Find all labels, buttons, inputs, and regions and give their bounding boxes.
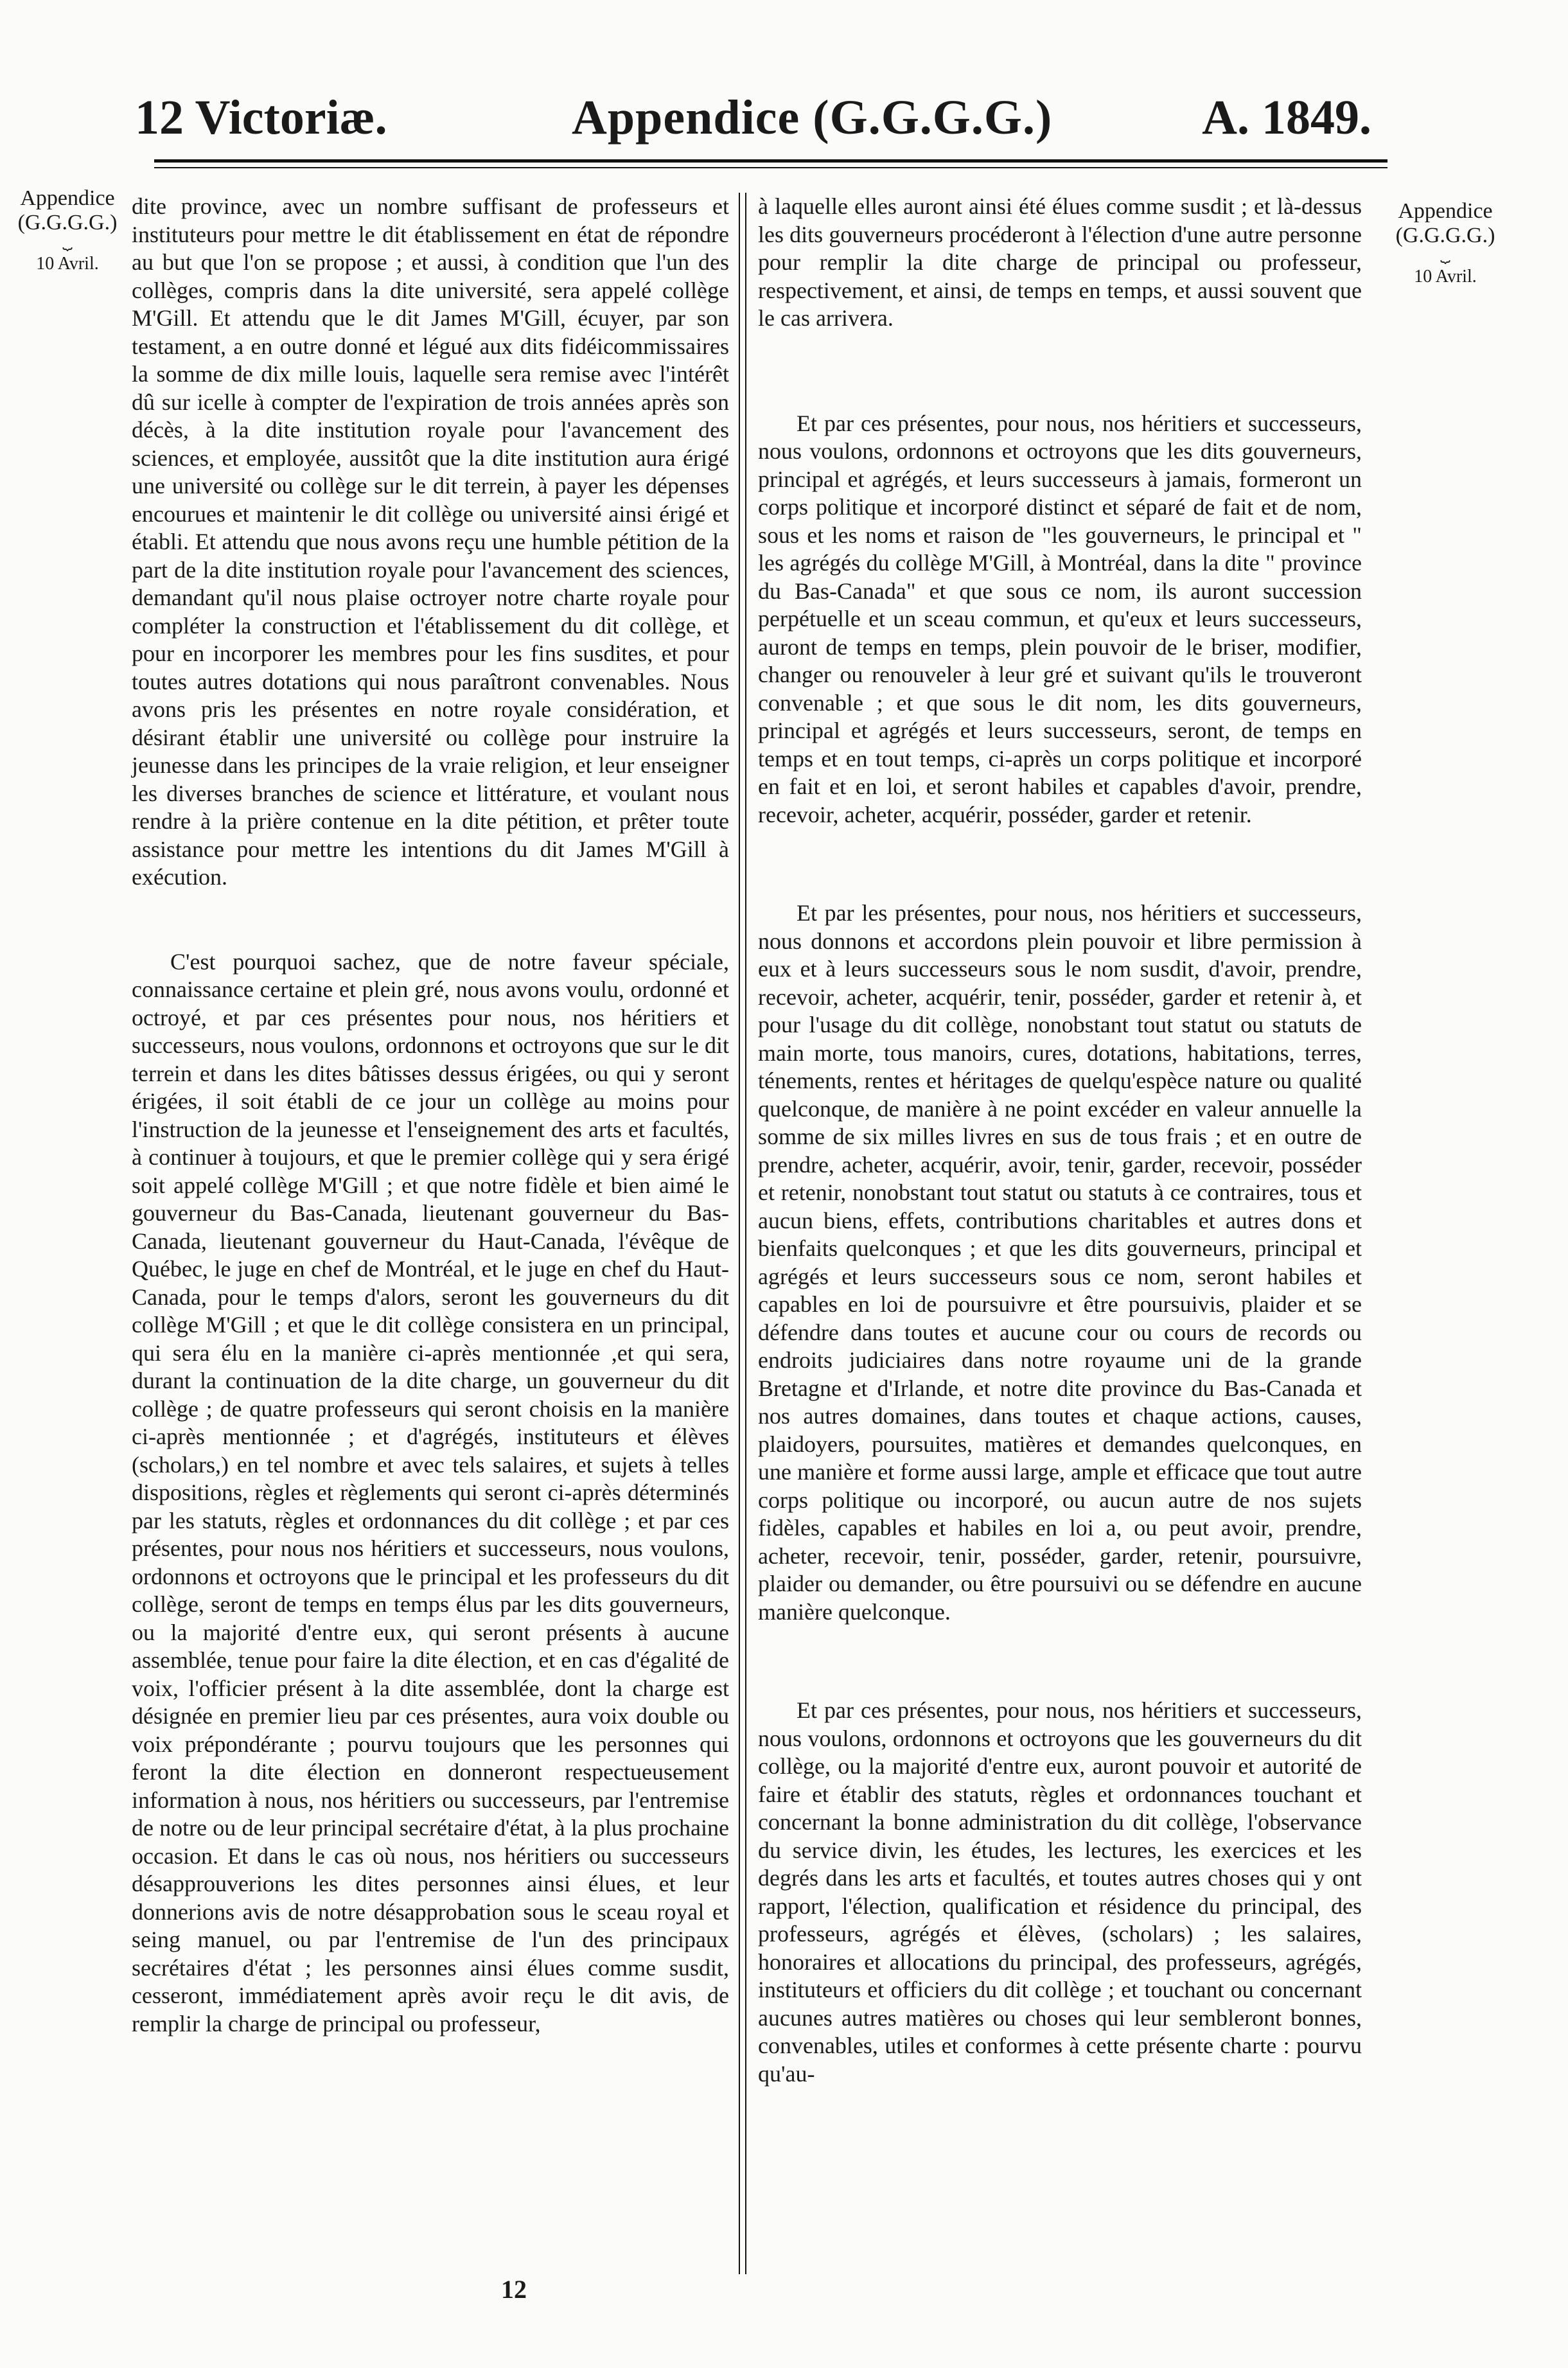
page-number: 12	[501, 2275, 527, 2304]
page-header	[128, 84, 1387, 154]
header-year: A. 1849.	[1202, 91, 1371, 145]
right-text-column	[758, 193, 1362, 2088]
header-appendix-title: Appendice (G.G.G.G.)	[572, 91, 1053, 145]
left-margin-title: Appendice (G.G.G.G.)	[17, 186, 118, 234]
right-paragraph-3: Et par les présentes, pour nous, nos héritiers et successeurs, nous donnons et accordons plein pouvoir et libre permission à eux et à leurs successeurs sous le nom susdit, d'avoir, prendre, recevoir, acheter, acquérir, tenir, posséder, garder et retenir à, et pour l'usage du dit collège, nonobstant tout statut ou statuts de main morte, tous manoirs, cures, dotations, habitations, terres, ténements, rentes et héritages de quelqu'espèce nature ou qualité quelconque, de manière à ne point excéder en valeur annuelle la somme de six milles livres en sus de tous frais ; et en outre de prendre, acheter, acquérir, avoir, tenir, garder, recevoir, posséder et retenir, nonobstant tout statut ou statuts à ce contraires, tous et aucun biens, effets, contributions charitables et autres dons et bienfaits quelconques ; et que les dits gouverneurs, principal et agrégés et leurs successeurs sous ce nom, seront habiles et capables en loi de poursuivre et être poursuivis, plaider et se défendre dans toutes et aucune cour ou cours de records ou endroits judiciaires dans notre royaume uni de la grande Bretagne et d'Irlande, et notre dite province du Bas-Canada et nos autres domaines, dans toutes et chaque actions, causes, plaidoyers, poursuites, matières et demandes quelconques, en une manière et forme aussi large, ample et efficace que tout autre corps politique ou incorporé, ou aucun autre de nos sujets fidèles, capables et habiles en loi a, ou peut avoir, prendre, acheter, recevoir, tenir, posséder, garder, retenir, poursuivre, plaider ou demander, ou être poursuivi ou se défendre en aucune manière quelconque.	[758, 900, 1362, 1625]
right-margin-title: Appendice (G.G.G.G.)	[1395, 199, 1495, 247]
column-divider	[739, 193, 740, 2274]
column-divider	[745, 193, 746, 2274]
right-paragraph-4: Et par ces présentes, pour nous, nos héritiers et successeurs, nous voulons, ordonnons et octroyons que les gouverneurs du dit collège, ou la majorité d'entre eux, auront pouvoir et autorité de faire et établir des statuts, règles et ordonnances touchant et concernant la bonne administration du dit collège, l'observance du service divin, les études, les lectures, les exercices et les degrés dans les arts et facultés, et toutes autres choses qui y ont rapport, l'élection, qualification et résidence du principal, des professeurs, agrégés et élèves, (scholars) ; les salaires, honoraires et allocations du principal, des professeurs, agrégés, instituteurs et officiers du dit collège ; et touchant ou concernant aucunes autres matières ou choses qui leur sembleront bonnes, convenables, utiles et conformes à cette présente charte : pourvu qu'au-	[758, 1697, 1362, 2087]
brace-icon: ⏟	[62, 231, 73, 250]
right-margin-date: 10 Avril.	[1414, 267, 1477, 287]
left-paragraph-1: dite province, avec un nombre suffisant de professeurs et instituteurs pour mettre le dit établissement en état de répondre au but que l'on se propose ; et aussi, à condition que l'un des collèges, compris dans la dite université, sera appelé collège M'Gill. Et attendu que le dit James M'Gill, écuyer, par son testament, a en outre donné et légué aux dits fidéicommissaires la somme de dix mille louis, laquelle sera remise avec l'intérêt dû sur icelle à compter de l'expiration de trois années après son décès, à la dite institution royale pour l'avancement des sciences, et employée, aussitôt que la dite institution aura érigé une université ou collège sur le dit terrein, à payer les dépenses encourues et maintenir le dit collège ou université ainsi érigé et établi. Et attendu que nous avons reçu une humble pétition de la part de la dite institution royale pour l'avancement des sciences, demandant qu'il nous plaise octroyer notre charte royale pour compléter la construction et l'établissement du dit collège, et pour en incorporer les membres pour les fins susdites, et pour toutes autres dotations qui nous paraîtront convenables. Nous avons pris les présentes en notre royale considération, et désirant établir une université ou collège pour instruire la jeunesse dans les principes de la vraie religion, et leur enseigner les diverses branches de science et littérature, et voulant nous rendre à la prière contenue en la dite pétition, et prêter toute assistance pour mettre les intentions du dit James M'Gill à exécution.	[132, 193, 729, 890]
header-rule-thin	[154, 167, 1387, 168]
right-paragraph-1: à laquelle elles auront ainsi été élues comme susdit ; et là-dessus les dits gouverneurs procéderont à l'élection d'une autre personne pour remplir la dite charge de principal ou professeur, respectivement, et ainsi, de temps en temps, et aussi souvent que le cas arrivera.	[758, 193, 1362, 331]
header-reign-year: 12 Victoriæ.	[135, 91, 387, 145]
left-paragraph-2: C'est pourquoi sachez, que de notre faveur spéciale, connaissance certaine et plein gré, nous avons voulu, ordonné et octroyé, et par ces présentes pour nous, nos héritiers et successeurs, nous voulons, ordonnons et octroyons que sur le dit terrein et dans les dites bâtisses dessus érigées, ou qui y seront érigées, il soit établi de ce jour un collège au moins pour l'instruction de la jeunesse et l'enseignement des arts et facultés, à continuer à toujours, et que le premier collège qui y sera érigé soit appelé collège M'Gill ; et que notre fidèle et bien aimé le gouverneur du Bas-Canada, lieutenant gouverneur du Bas-Canada, lieutenant gouverneur du Haut-Canada, l'évêque de Québec, le juge en chef de Montréal, et le juge en chef du Haut-Canada, pour le temps d'alors, seront les gouverneurs du dit collège M'Gill ; et que le dit collège consistera en un principal, qui sera élu en la manière ci-après mentionnée ,et qui sera, durant la continuation de la dite charge, un gouverneur du dit collège ; de quatre professeurs qui seront choisis en la manière ci-après mentionnée ; et d'agrégés, instituteurs et élèves (scholars,) en tel nombre et avec tels salaires, et sujets à telles dispositions, règles et règlements qui seront ci-après déterminés par les statuts, règles et ordonnances du dit collège ; et par ces présentes, pour nous nos héritiers et successeurs, nous voulons, ordonnons et octroyons que le principal et les professeurs du dit collège, seront de temps en temps élus par les dits gouverneurs, ou la majorité d'entre eux, qui seront présents à aucune assemblée, tenue pour faire la dite élection, et en cas d'égalité de voix, l'officier présent à la dite assemblée, dont la charge est désignée en premier lieu par ces présentes, aura voix double ou voix prépondérante ; pourvu toujours que les personnes qui feront la dite élection en donneront respectueusement information à nous, nos héritiers ou successeurs, par l'entremise de notre ou de leur principal secrétaire d'état, à la plus prochaine occasion. Et dans le cas où nous, nos héritiers ou successeurs désapprouverions les dites personnes ainsi élues, et leur donnerions avis de notre désapprobation sous le sceau royal et seing manuel, ou par l'entremise de l'un des principaux secrétaires d'état ; les personnes ainsi élues comme susdit, cesseront, immédiatement après avoir reçu le dit avis, de remplir la charge de principal ou professeur,	[132, 948, 729, 2037]
left-margin-note	[6, 186, 128, 276]
header-rule-thick	[154, 159, 1387, 163]
brace-icon: ⏟	[1440, 244, 1450, 263]
left-margin-date: 10 Avril.	[36, 254, 99, 274]
left-text-column	[132, 193, 729, 2038]
right-margin-note	[1381, 199, 1510, 289]
right-paragraph-2: Et par ces présentes, pour nous, nos héritiers et successeurs, nous voulons, ordonnons et octroyons que les dits gouverneurs, principal et agrégés, et leurs successeurs à jamais, formeront un corps politique et incorporé distinct et séparé de fait et de nom, sous et les noms et raison de "les gouverneurs, le principal et " les agrégés du collège M'Gill, à Montréal, dans la dite " province du Bas-Canada" et que sous ce nom, ils auront succession perpétuelle et un sceau commun, et qu'eux et leurs successeurs, auront de temps en temps, plein pouvoir de le briser, modifier, changer ou renouveler à leur gré et suivant qu'ils le trouveront convenable ; et que sous le dit nom, les dits gouverneurs, principal et agrégés et leurs successeurs, seront, de temps en temps et en tout temps, ci-après un corps politique et incorporé en fait et en loi, et seront habiles et capables d'avoir, prendre, recevoir, acheter, acquérir, posséder, garder et retenir.	[758, 410, 1362, 827]
